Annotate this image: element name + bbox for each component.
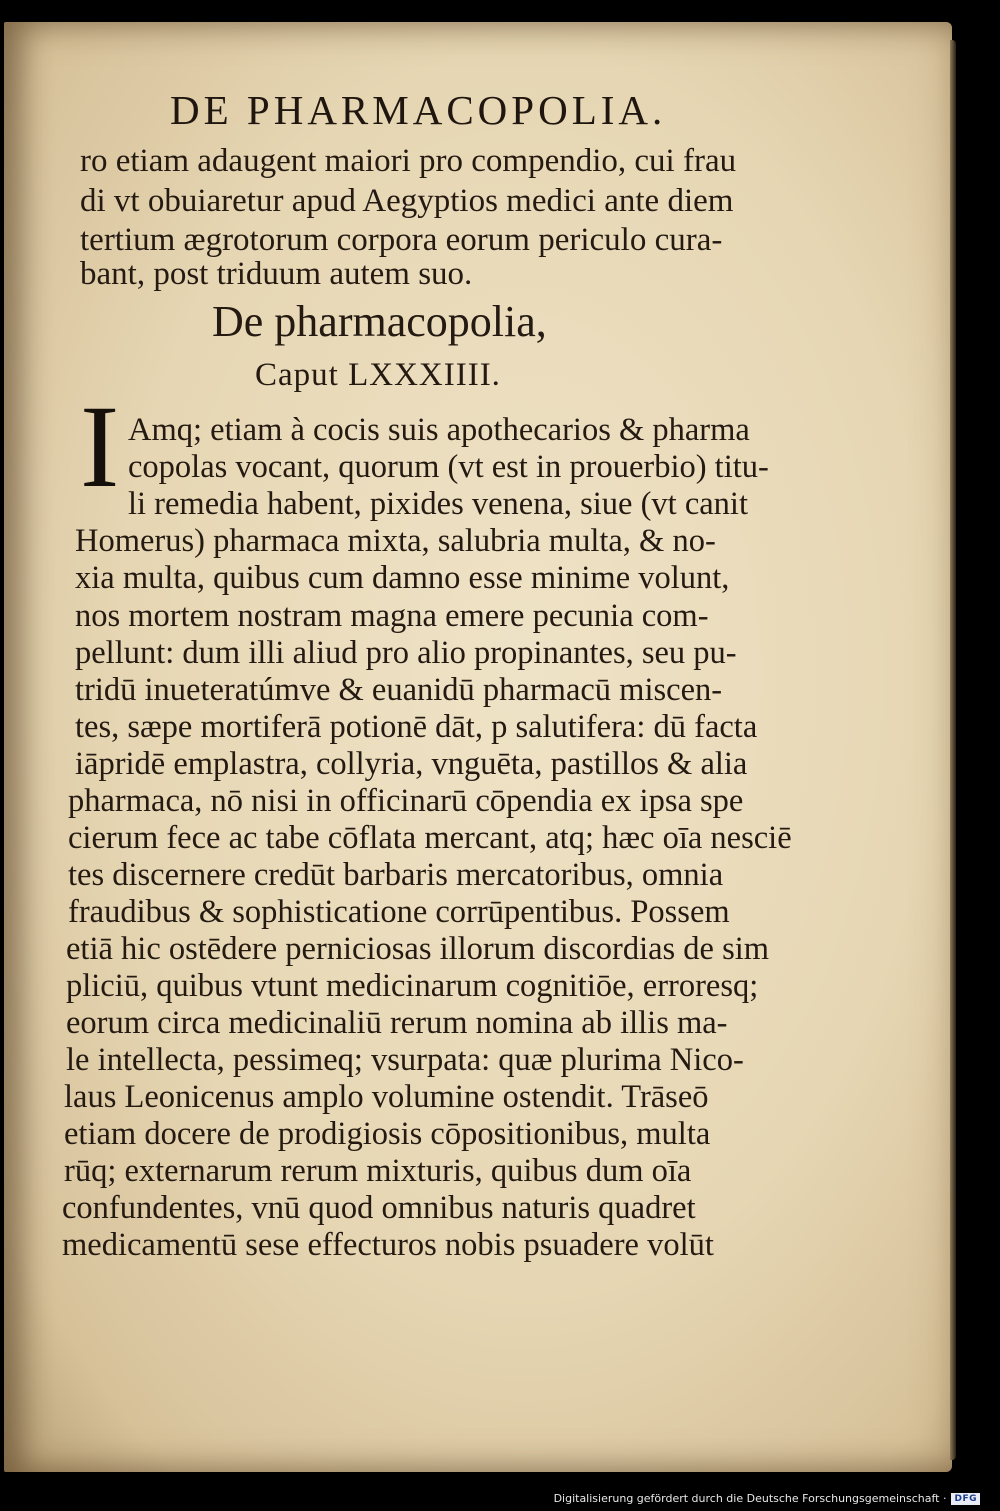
body-line: copolas vocant, quorum (vt est in prouerbio) titu- — [128, 449, 769, 485]
initial-letter: I — [80, 381, 120, 512]
chapter-title: De pharmacopolia, — [212, 297, 547, 346]
body-line: li remedia habent, pixides venena, siue (vt canit — [128, 486, 748, 522]
carryover-line: bant, post triduum autem suo. — [80, 256, 473, 292]
body-line: pellunt: dum illi aliud pro alio propinantes, seu pu- — [75, 635, 737, 671]
body-line: tes discernere credūt barbaris mercatoribus, omnia — [68, 857, 724, 893]
dfg-logo: DFG — [951, 1493, 980, 1505]
digitization-credit — [554, 1492, 980, 1505]
carryover-line: ro etiam adaugent maiori pro compendio, cui frau — [80, 143, 737, 179]
chapter-number: Caput LXXXIIII. — [255, 357, 501, 393]
body-line: fraudibus & sophisticatione corrūpentibus. Possem — [68, 894, 730, 930]
running-head: DE PHARMACOPOLIA. — [170, 87, 667, 133]
body-line: iāpridē emplastra, collyria, vnguēta, pastillos & alia — [75, 746, 748, 782]
carryover-line: di vt obuiaretur apud Aegyptios medici ante diem — [80, 183, 734, 219]
page-edge — [950, 40, 956, 1460]
body-line: laus Leonicenus amplo volumine ostendit. Trāseō — [64, 1079, 709, 1115]
body-line: etiam docere de prodigiosis cōpositionibus, multa — [64, 1116, 711, 1152]
body-line: eorum circa medicinaliū rerum nomina ab illis ma- — [66, 1005, 728, 1041]
body-line: etiā hic ostēdere perniciosas illorum discordias de sim — [66, 931, 770, 967]
credit-text: Digitalisierung gefördert durch die Deutsche Forschungsgemeinschaft · — [553, 1492, 947, 1505]
body-line: confundentes, vnū quod omnibus naturis quadret — [62, 1190, 696, 1226]
body-line: rūq; externarum rerum mixturis, quibus dum oīa — [64, 1153, 692, 1189]
body-line: tes, sæpe mortiferā potionē dāt, p salutifera: dū facta — [75, 709, 758, 745]
body-line: pharmaca, nō nisi in officinarū cōpendia ex ipsa spe — [68, 783, 744, 819]
body-line: tridū inueteratúmve & euanidū pharmacū miscen- — [75, 672, 723, 708]
body-line: le intellecta, pessimeq; vsurpata: quæ plurima Nico- — [66, 1042, 744, 1078]
body-line: medicamentū sese effecturos nobis psuadere volūt — [62, 1227, 714, 1263]
body-line: nos mortem nostram magna emere pecunia com- — [75, 598, 709, 634]
body-line: Homerus) pharmaca mixta, salubria multa, & no- — [75, 523, 716, 559]
body-line: Amq; etiam à cocis suis apothecarios & pharma — [128, 412, 750, 448]
carryover-line: tertium ægrotorum corpora eorum periculo cura- — [80, 222, 723, 258]
body-line: cierum fece ac tabe cōflata mercant, atq; hæc oīa nesciē — [68, 820, 792, 856]
body-line: pliciū, quibus vtunt medicinarum cognitiōe, erroresq; — [66, 968, 759, 1004]
body-line: xia multa, quibus cum damno esse minime volunt, — [75, 560, 730, 596]
